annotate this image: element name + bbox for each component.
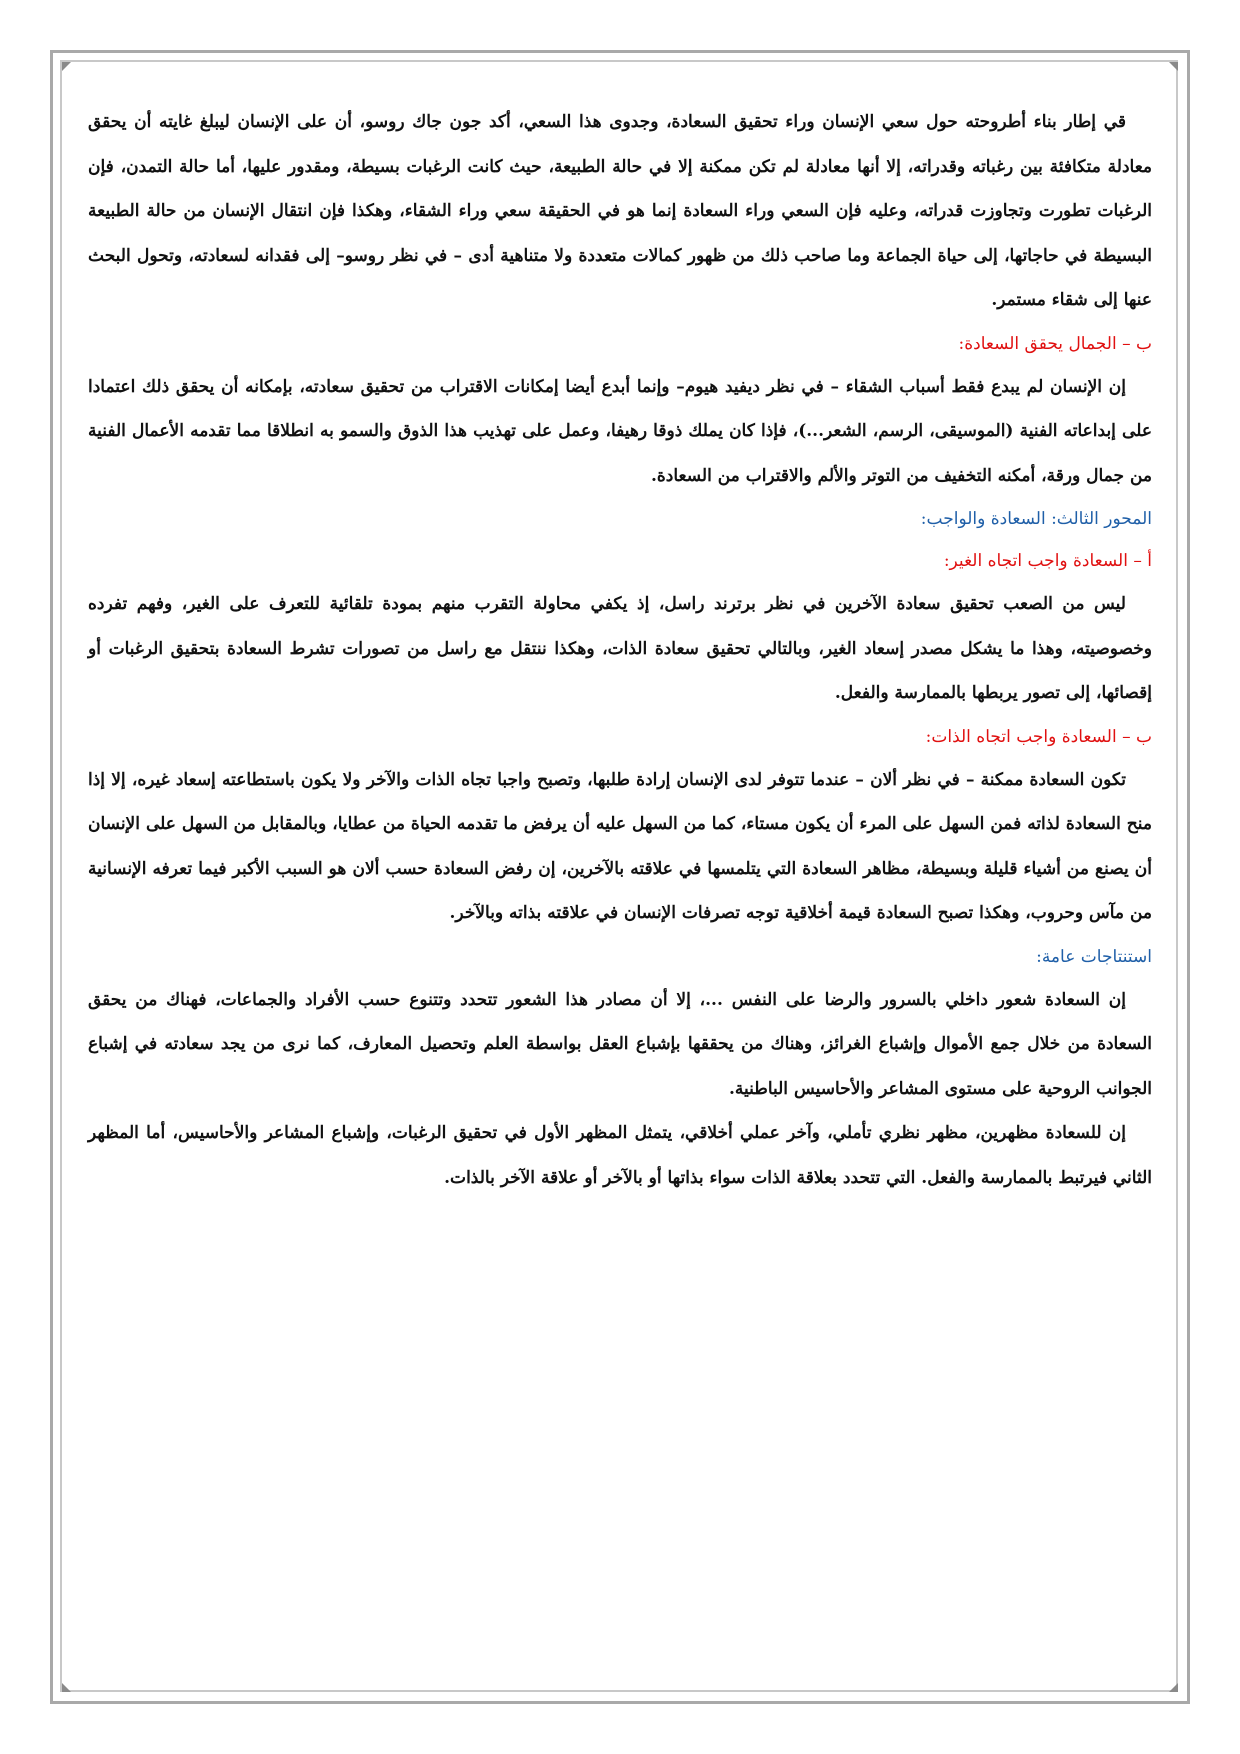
paragraph-rousseau: قي إطار بناء أطروحته حول سعي الإنسان وراء تحقيق السعادة، وجدوى هذا السعي، أكد جون جاك روسو، أن على الإنسان ليبلغ غايته أن يحقق معادلة متكافئة بين رغباته وقدراته، إلا أنها معادلة لم تكن ممكنة إلا في حالة الطبيعة، حيث كانت الرغبات بسيطة، ومقدور عليها، أما حالة التمدن، فإن الرغبات تطورت وتجاوزت قدراته، وعليه فإن السعي وراء السعادة إنما هو في الحقيقة سعي وراء الشقاء، وهكذا فإن انتقال الإنسان من حالة الطبيعة البسيطة في حاجاتها، إلى حياة الجماعة وما صاحب ذلك من ظهور كمالات متعددة ولا متناهية أدى – في نظر روسو– إلى فقدانه لسعادته، وتحول البحث عنها إلى شقاء مستمر. xyxy=(88,112,1152,310)
paragraph-hume: إن الإنسان لم يبدع فقط أسباب الشقاء – في نظر ديفيد هيوم– وإنما أبدع أيضا إمكانات الاقتراب من تحقيق سعادته، بإمكانه أن يحقق ذلك اعتمادا على إبداعاته الفنية (الموسيقى، الرسم، الشعر...)، فإذا كان يملك ذوقا رهيفا، وعمل على تهذيب هذا الذوق والسمو به انطلاقا مما تقدمه الأعمال الفنية من جمال ورقة، أمكنه التخفيف من التوتر والألم والاقتراب من السعادة. xyxy=(88,376,1152,486)
corner-ornament-top-left xyxy=(62,62,71,71)
corner-ornament-top-right xyxy=(1169,62,1178,71)
paragraph-conclusion-1: إن السعادة شعور داخلي بالسرور والرضا على النفس ...، إلا أن مصادر هذا الشعور تتحدد وتتنوع حسب الأفراد والجماعات، فهناك من يحقق السعادة من خلال جمع الأموال وإشباع الغرائز، وهناك من يحققها بإشباع العقل بواسطة العلم وتحصيل المعارف، كما نرى من يجد سعادته في إشباع الجوانب الروحية على مستوى المشاعر والأحاسيس الباطنية. xyxy=(88,989,1152,1099)
section-heading-beauty: ب – الجمال يحقق السعادة: xyxy=(958,333,1152,354)
section-heading-duty-self: ب – السعادة واجب اتجاه الذات: xyxy=(925,726,1152,747)
conclusions-heading: استنتاجات عامة: xyxy=(1036,946,1152,967)
paragraph-conclusion-2: إن للسعادة مظهرين، مظهر نظري تأملي، وآخر عملي أخلاقي، يتمثل المظهر الأول في تحقيق الرغبات، وإشباع المشاعر والأحاسيس، أما المظهر الثاني فيرتبط بالممارسة والفعل. التي تتحدد بعلاقة الذات سواء بذاتها أو بالآخر أو علاقة الآخر بالذات. xyxy=(88,1123,1152,1188)
paragraph-russell: ليس من الصعب تحقيق سعادة الآخرين في نظر برترند راسل، إذ يكفي محاولة التقرب منهم بمودة تلقائية للتعرف على الغير، وفهم تفرده وخصوصيته، وهذا ما يشكل مصدر إسعاد الغير، وبالتالي تحقيق سعادة الذات، وهكذا ننتقل مع راسل من تصورات تشرط السعادة بتحقيق الرغبات أو إقصائها، إلى تصور يربطها بالممارسة والفعل. xyxy=(88,594,1152,703)
section-heading-duty-others: أ – السعادة واجب اتجاه الغير: xyxy=(943,551,1152,571)
corner-ornament-bottom-right xyxy=(1169,1683,1178,1692)
corner-ornament-bottom-left xyxy=(62,1683,71,1692)
paragraph-alain: تكون السعادة ممكنة – في نظر ألان – عندما تتوفر لدى الإنسان إرادة طلبها، وتصبح واجبا تجاه الذات والآخر ولا يكون باستطاعته إسعاد غيره، إلا إذا منح السعادة لذاته فمن السهل على المرء أن يكون مستاء، كما من السهل عليه أن يرفض ما تقدمه الحياة من عطايا، وبالمقابل من السهل على الإنسان أن يصنع من أشياء قليلة وبسيطة، مظاهر السعادة التي يتلمسها في علاقته بالآخرين، إن رفض السعادة حسب ألان هو السبب الأكبر فيما تعرفه الإنسانية من مآس وحروب، وهكذا تصبح السعادة قيمة أخلاقية توجه تصرفات الإنسان في علاقته بذاته وبالآخر. xyxy=(88,769,1152,923)
document-body xyxy=(88,100,1152,1200)
axis-heading-duty: المحور الثالث: السعادة والواجب: xyxy=(920,509,1152,529)
